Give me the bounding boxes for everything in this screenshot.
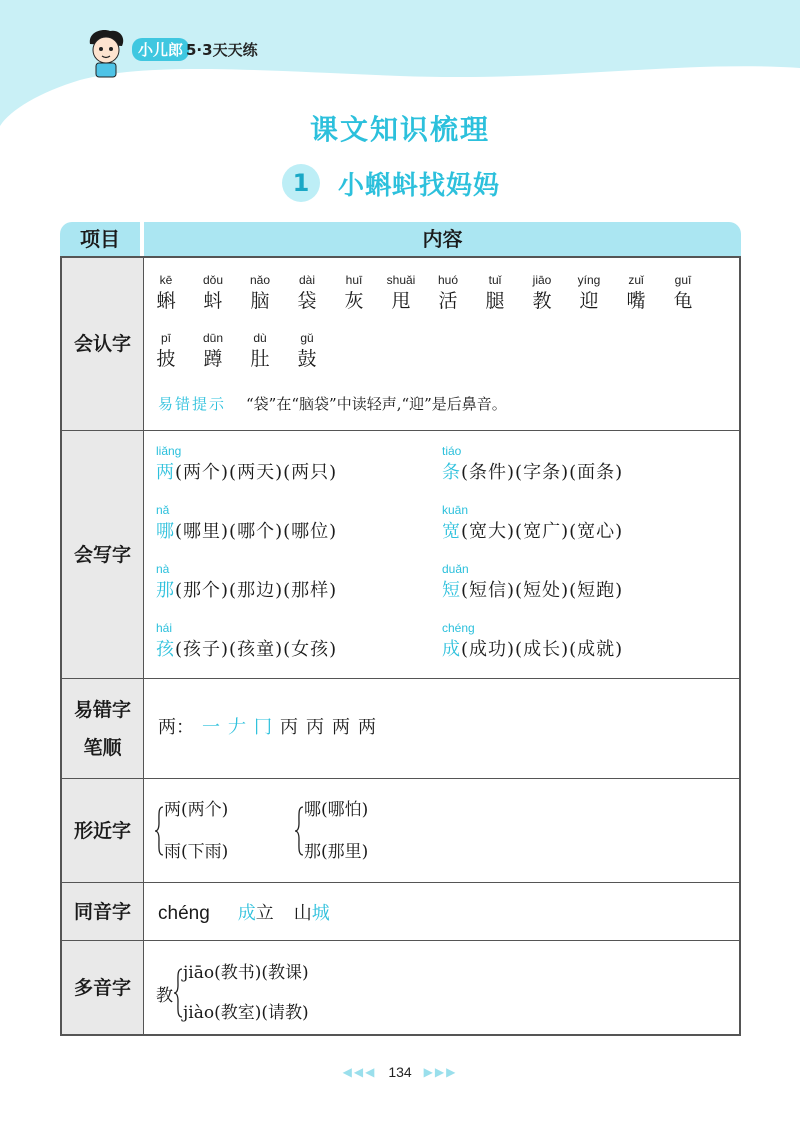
write-char: 哪: [156, 521, 175, 542]
row-label: 同音字: [62, 883, 144, 940]
pinyin: huī: [345, 273, 363, 287]
pinyin: pī: [160, 331, 171, 345]
pinyin: nǎ: [156, 503, 170, 517]
pinyin: hái: [156, 621, 173, 635]
series-name: 5·3天天练: [186, 41, 258, 59]
write-words: (两个)(两天)(两只): [175, 462, 338, 483]
pinyin: dài: [298, 273, 315, 287]
char-with-pinyin: [569, 272, 609, 314]
stroke-step: 两: [332, 717, 350, 738]
tip-text: “袋”在“脑袋”中读轻声,“迎”是后鼻音。: [246, 395, 507, 413]
similar-group-a: [154, 789, 228, 873]
stroke-step: 丙: [280, 717, 298, 738]
pinyin: duǎn: [442, 562, 469, 576]
write-entry: [442, 502, 623, 546]
stroke-step: 冂: [254, 717, 272, 738]
write-entry: [442, 620, 623, 664]
pinyin: guī: [674, 273, 692, 287]
char-with-pinyin: [522, 272, 562, 314]
homophone-word-2: 山城: [293, 903, 330, 924]
pinyin: chéng: [442, 621, 475, 635]
write-words: (成功)(成长)(成就): [461, 639, 624, 660]
hanzi: 甩: [391, 290, 411, 312]
label-line-1: 易错字: [73, 698, 131, 721]
stroke-step: 一: [202, 717, 220, 738]
header-content: 内容: [144, 222, 741, 256]
pinyin: zuǐ: [628, 273, 644, 287]
pinyin: huó: [437, 273, 459, 287]
prev-arrows-icon: ◀◀◀: [342, 1065, 377, 1079]
stroke-content: [144, 679, 739, 778]
write-words: (宽大)(宽广)(宽心): [461, 521, 624, 542]
char-with-pinyin: [428, 272, 468, 314]
char-with-pinyin: [146, 272, 186, 314]
polyphone-reading: jiào(教室)(请教): [183, 1003, 309, 1023]
char-with-pinyin: [287, 272, 327, 314]
write-entry: [156, 620, 337, 664]
char-with-pinyin: [193, 330, 233, 372]
pinyin: liǎng: [156, 444, 182, 458]
page-footer: [0, 1064, 800, 1080]
lesson-heading: [282, 164, 500, 202]
pinyin: kē: [159, 273, 173, 287]
row-write: [62, 430, 739, 678]
write-entry: [442, 443, 623, 487]
label-line-2: 笔顺: [83, 736, 122, 759]
row-label: 会写字: [62, 431, 144, 678]
write-char: 那: [156, 580, 175, 601]
write-words: (条件)(字条)(面条): [461, 462, 624, 483]
hanzi: 鼓: [297, 348, 317, 370]
write-entry: [156, 561, 337, 605]
brace-icon: [154, 805, 164, 857]
brace-icon: [294, 805, 304, 857]
write-entry: [156, 443, 337, 487]
hanzi: 迎: [579, 290, 599, 312]
stroke-order: [158, 713, 376, 739]
similar-content: [144, 779, 739, 882]
hanzi: 肚: [250, 348, 270, 370]
similar-word: 两(两个): [164, 800, 229, 820]
polyphone-reading: jiāo(教书)(教课): [183, 963, 309, 983]
row-recognize: [62, 258, 739, 430]
write-char: 两: [156, 462, 175, 483]
mascot-icon: [84, 28, 128, 78]
char-with-pinyin: [240, 272, 280, 314]
row-label: 多音字: [62, 941, 144, 1034]
char-with-pinyin: [146, 330, 186, 372]
lesson-number: 1: [282, 164, 320, 202]
stroke-step: 丙: [306, 717, 324, 738]
write-entry: [156, 502, 337, 546]
polyphone-content: [144, 941, 739, 1034]
pinyin: shuǎi: [386, 273, 416, 287]
write-words: (短信)(短处)(短跑): [461, 580, 624, 601]
pinyin: gǔ: [300, 331, 314, 345]
page-number: 134: [388, 1064, 412, 1080]
row-stroke: [62, 678, 739, 778]
char-with-pinyin: [193, 272, 233, 314]
tip-label: 易错提示: [158, 395, 227, 413]
homophone-content: [144, 883, 739, 940]
hanzi: 袋: [297, 290, 317, 312]
write-char: 孩: [156, 639, 175, 660]
write-words: (哪里)(哪个)(哪位): [175, 521, 338, 542]
header-item: 项目: [60, 222, 140, 256]
pinyin: dù: [253, 331, 267, 345]
page-title: 课文知识梳理: [309, 113, 490, 146]
write-entry: [442, 561, 623, 605]
similar-word: 雨(下雨): [164, 842, 229, 862]
char-with-pinyin: [475, 272, 515, 314]
hanzi: 蝌: [156, 290, 176, 312]
stroke-step: 两: [358, 717, 376, 738]
table-header: [60, 222, 741, 256]
brace-icon: [173, 963, 183, 1023]
recognize-content: [144, 258, 739, 430]
homophone-word-1: 成立: [237, 903, 274, 924]
pinyin: nà: [156, 562, 170, 576]
brand-logo: 小儿郎: [132, 38, 189, 61]
homophone-pinyin: chéng: [158, 903, 210, 924]
hanzi: 蹲: [203, 348, 223, 370]
hanzi: 脑: [250, 290, 270, 312]
write-char: 成: [442, 639, 461, 660]
char-with-pinyin: [381, 272, 421, 314]
hanzi: 嘴: [626, 290, 646, 312]
pinyin: nǎo: [249, 273, 271, 287]
pinyin: yíng: [577, 273, 601, 287]
hanzi: 腿: [485, 290, 505, 312]
row-label: [62, 679, 144, 778]
stroke-step: 𠂇: [228, 717, 246, 738]
write-char: 宽: [442, 521, 461, 542]
pinyin: dūn: [202, 331, 224, 345]
write-char: 条: [442, 462, 461, 483]
char-with-pinyin: [334, 272, 374, 314]
hanzi: 蚪: [203, 290, 223, 312]
similar-group-b: [294, 789, 368, 873]
char-with-pinyin: [663, 272, 703, 314]
hanzi: 灰: [344, 290, 364, 312]
hanzi: 活: [438, 290, 458, 312]
hanzi: 披: [156, 348, 176, 370]
row-label: 会认字: [62, 258, 144, 430]
lesson-title: 小蝌蚪找妈妈: [338, 170, 501, 201]
char-with-pinyin: [240, 330, 280, 372]
similar-word: 哪(哪怕): [304, 800, 369, 820]
pinyin: kuān: [442, 503, 469, 517]
row-polyphone: [62, 940, 739, 1034]
write-words: (孩子)(孩童)(女孩): [175, 639, 338, 660]
char-with-pinyin: [287, 330, 327, 372]
pinyin: tiáo: [442, 444, 462, 458]
row-similar: [62, 778, 739, 882]
pinyin: tuǐ: [488, 273, 502, 287]
row-label: 形近字: [62, 779, 144, 882]
polyphone-char: 教: [156, 985, 173, 1006]
write-words: (那个)(那边)(那样): [175, 580, 338, 601]
hanzi: 教: [532, 290, 552, 312]
hanzi: 龟: [673, 290, 693, 312]
similar-word: 那(那里): [304, 842, 369, 862]
row-homophone: [62, 882, 739, 940]
write-content: [144, 431, 739, 678]
pinyin: jiāo: [532, 273, 552, 287]
error-tip: [158, 393, 507, 414]
write-char: 短: [442, 580, 461, 601]
pinyin: dǒu: [202, 273, 224, 287]
stroke-char: 两：: [158, 717, 194, 738]
char-with-pinyin: [616, 272, 656, 314]
knowledge-table: [60, 256, 741, 1036]
next-arrows-icon: ▶▶▶: [423, 1065, 458, 1079]
